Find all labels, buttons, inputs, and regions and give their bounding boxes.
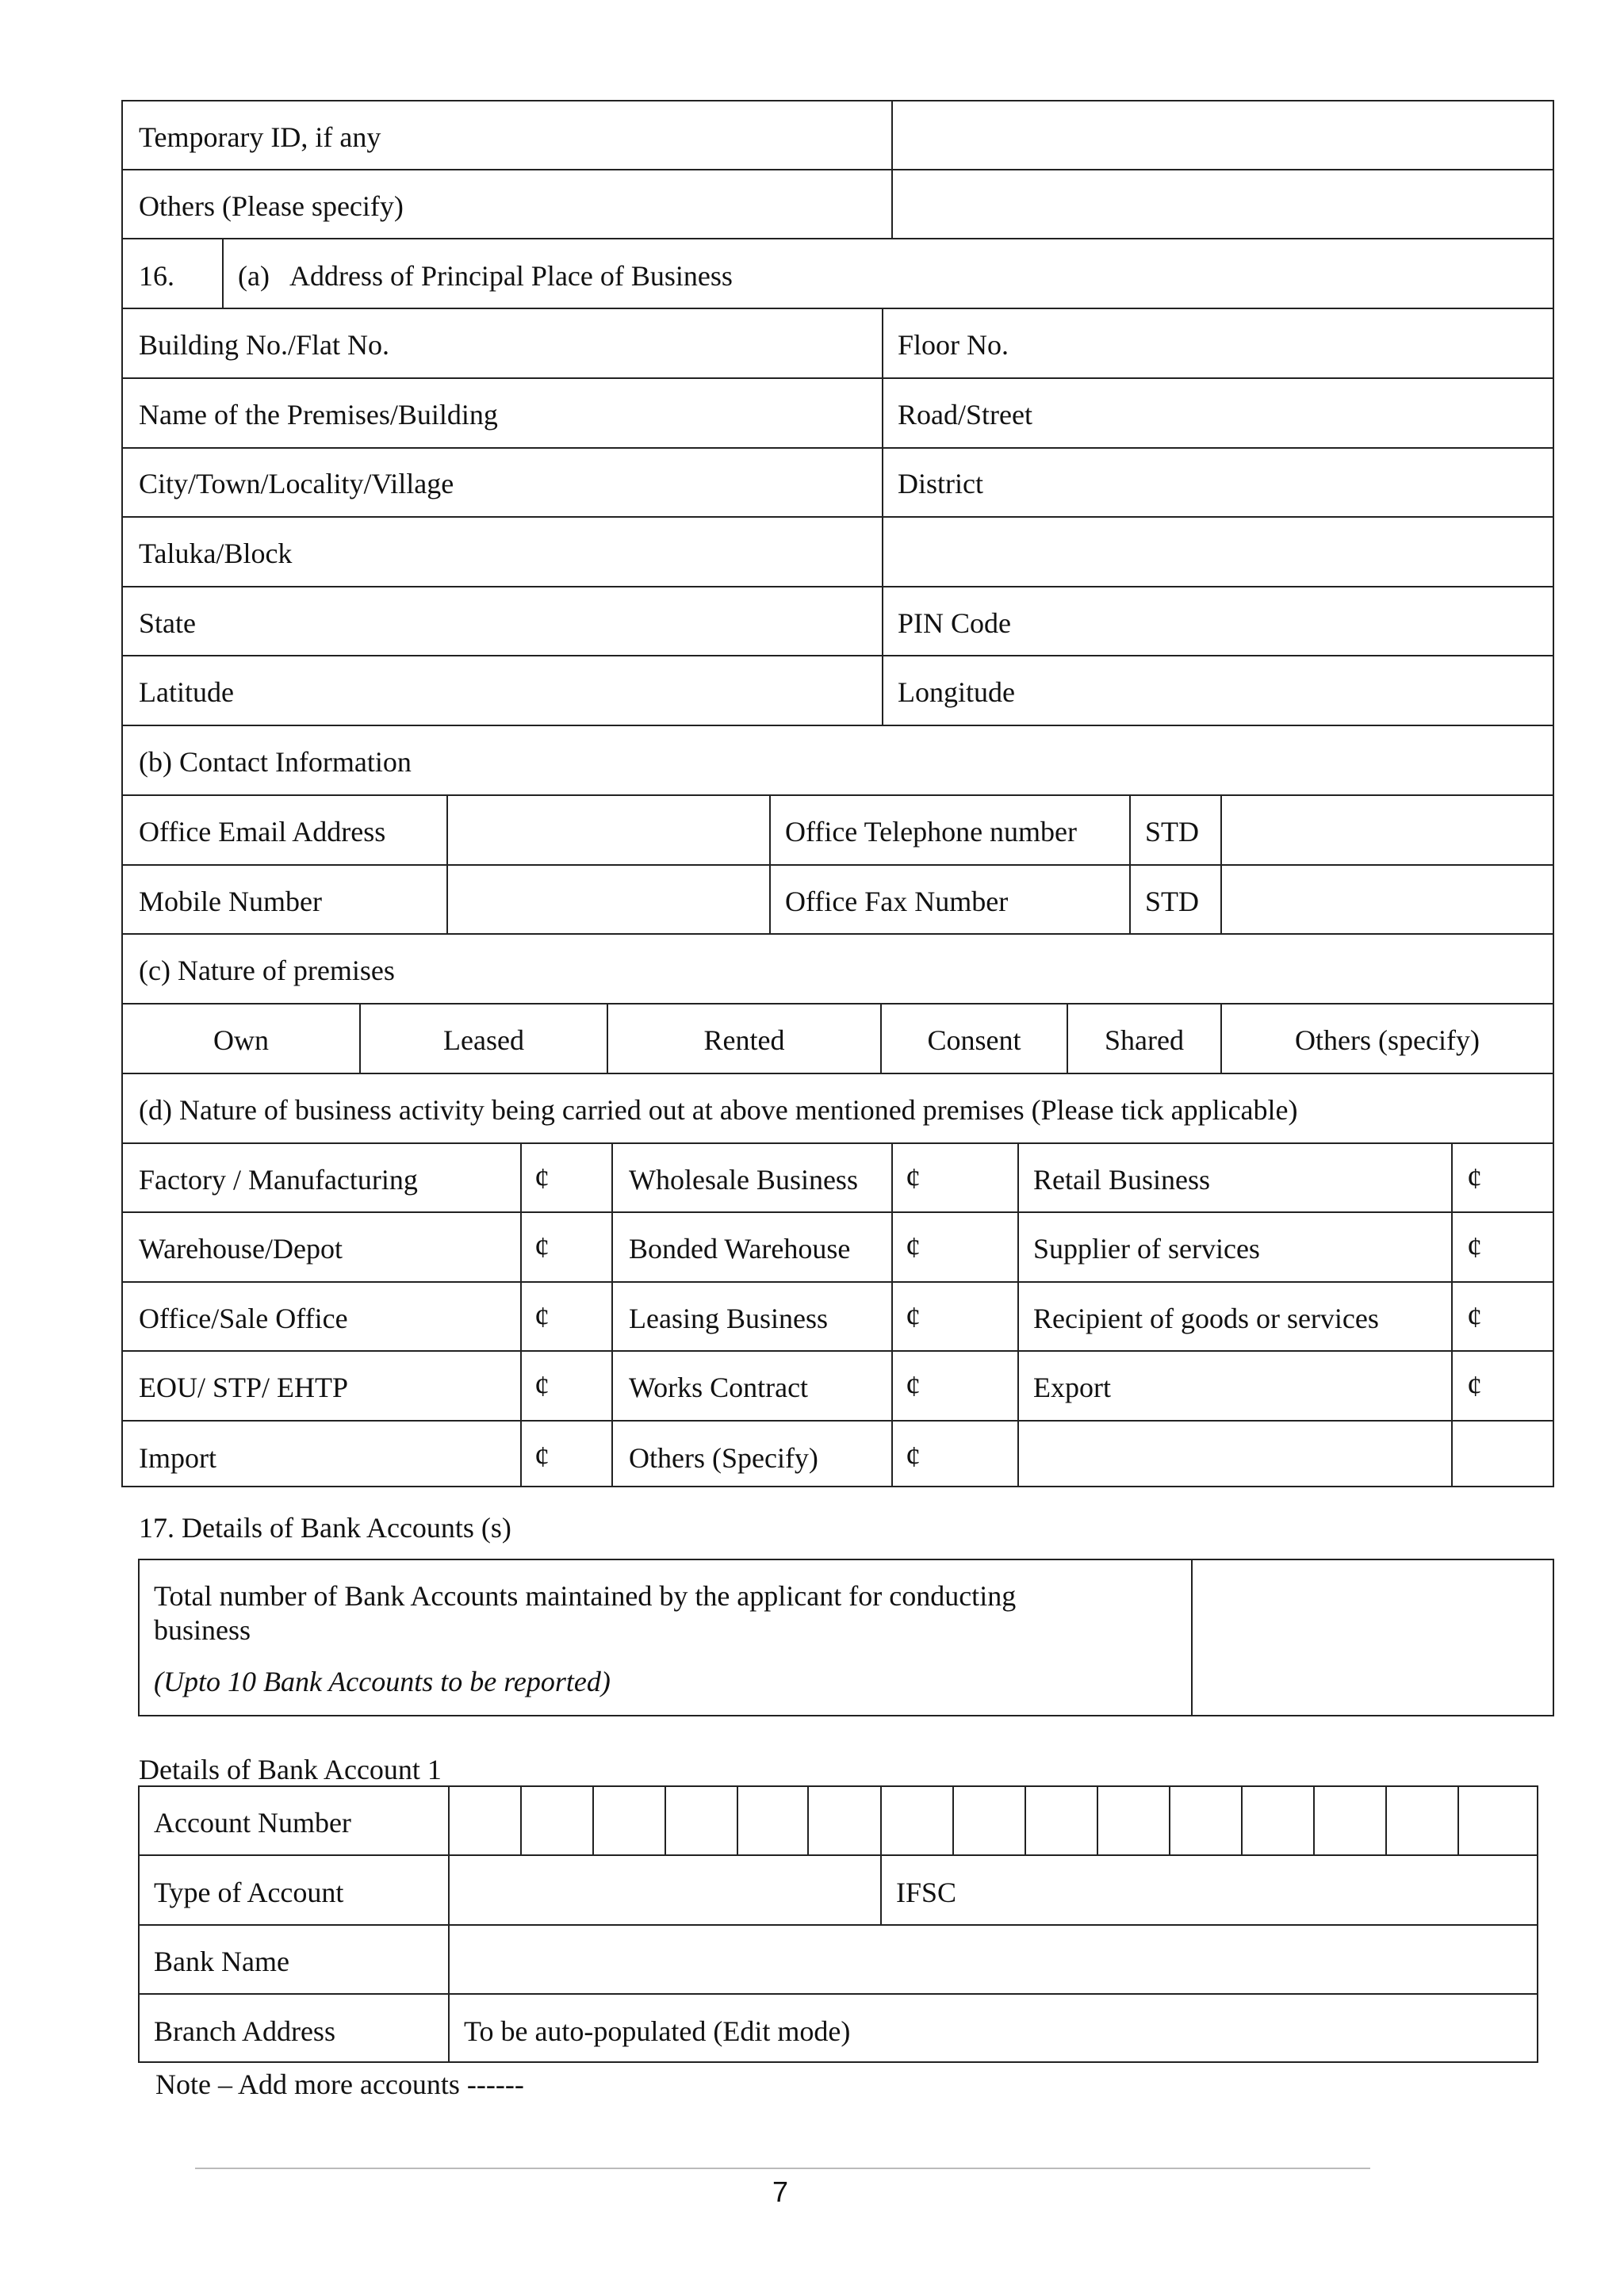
building-no-label: Building No./Flat No. [139,329,390,361]
activity-factory: Factory / Manufacturing [139,1164,418,1196]
footer-rule [195,2168,1370,2169]
section-16-number: 16. [139,260,174,292]
row-divider [121,238,1554,239]
activity-supplier-services: Supplier of services [1033,1233,1260,1265]
digit-cell-divider [1385,1785,1387,1856]
activity-warehouse: Warehouse/Depot [139,1233,343,1265]
digit-cell-divider [1313,1785,1315,1856]
activity-retail: Retail Business [1033,1164,1210,1196]
road-street-label: Road/Street [898,399,1032,430]
digit-cell-divider [807,1785,809,1856]
activity-eou-checkbox[interactable]: ¢ [534,1370,550,1403]
col-divider [448,1785,450,2063]
row-divider [121,377,1554,379]
bank-account-1-heading: Details of Bank Account 1 [139,1754,442,1785]
bank-name-label: Bank Name [154,1946,289,1977]
activity-leasing-checkbox[interactable]: ¢ [906,1301,921,1334]
premises-option-rented: Rented [703,1024,785,1056]
district-label: District [898,468,983,499]
row-divider [121,864,1554,866]
row-divider [121,169,1554,170]
row-divider [121,586,1554,587]
floor-no-label: Floor No. [898,329,1009,361]
col-divider [611,1142,613,1487]
col-divider [1017,1142,1019,1487]
temporary-id-label: Temporary ID, if any [139,121,381,153]
digit-cell-divider [665,1785,666,1856]
account-number-label: Account Number [154,1807,351,1839]
row-divider [121,516,1554,518]
digit-cell-divider [880,1785,882,1856]
col-divider [891,100,893,239]
activity-recipient-checkbox[interactable]: ¢ [1467,1301,1482,1334]
pin-code-label: PIN Code [898,607,1011,639]
branch-address-value: To be auto-populated (Edit mode) [464,2015,851,2047]
std-label: STD [1145,886,1200,917]
row-divider [121,1281,1554,1283]
digit-cell-divider [1241,1785,1243,1856]
digit-cell-divider [737,1785,738,1856]
premises-option-consent: Consent [927,1024,1021,1056]
row-divider [121,1350,1554,1352]
row-divider [138,1993,1538,1995]
latitude-label: Latitude [139,676,234,708]
bank-total-label-cont: business [154,1614,251,1646]
others-specify-label: Others (Please specify) [139,190,404,222]
row-divider [121,1003,1554,1004]
row-divider [121,1211,1554,1213]
col-divider [222,238,224,308]
row-divider [121,1142,1554,1144]
activity-office-checkbox[interactable]: ¢ [534,1301,550,1334]
col-divider [880,1854,882,1926]
col-divider [882,308,883,726]
section-16-title: (a) Address of Principal Place of Business [238,260,733,292]
longitude-label: Longitude [898,676,1015,708]
row-divider [121,1420,1554,1422]
activity-leasing: Leasing Business [629,1303,828,1334]
row-divider [121,725,1554,726]
activity-office: Office/Sale Office [139,1303,348,1334]
activity-factory-checkbox[interactable]: ¢ [534,1162,550,1196]
digit-cell-divider [1457,1785,1459,1856]
row-divider [138,1924,1538,1926]
activity-wholesale-checkbox[interactable]: ¢ [906,1162,921,1196]
activity-warehouse-checkbox[interactable]: ¢ [534,1231,550,1265]
activity-import-checkbox[interactable]: ¢ [534,1441,550,1474]
office-fax-label: Office Fax Number [785,886,1009,917]
activity-retail-checkbox[interactable]: ¢ [1467,1162,1482,1196]
row-divider [121,794,1554,796]
digit-cell-divider [952,1785,954,1856]
col-divider [520,1142,522,1487]
premises-option-own: Own [213,1024,269,1056]
col-divider [1129,794,1131,935]
section-17-title: 17. Details of Bank Accounts (s) [139,1512,511,1544]
digit-cell-divider [1169,1785,1170,1856]
premises-name-label: Name of the Premises/Building [139,399,498,430]
digit-cell-divider [1097,1785,1098,1856]
business-activity-heading: (d) Nature of business activity being carried out at above mentioned premises (Please tick applicable) [139,1094,1298,1126]
activity-bonded-warehouse-checkbox[interactable]: ¢ [906,1231,921,1265]
contact-info-heading: (b) Contact Information [139,746,412,778]
taluka-label: Taluka/Block [139,538,293,569]
branch-address-label: Branch Address [154,2015,335,2047]
row-divider [121,447,1554,449]
mobile-number-label: Mobile Number [139,886,322,917]
col-divider [446,794,448,935]
bank-total-note: (Upto 10 Bank Accounts to be reported) [154,1666,611,1697]
office-email-label: Office Email Address [139,816,386,848]
bank-total-label: Total number of Bank Accounts maintained by the applicant for conducting [154,1580,1017,1612]
type-of-account-label: Type of Account [154,1877,344,1908]
activity-bonded-warehouse: Bonded Warehouse [629,1233,851,1265]
row-divider [121,1073,1554,1074]
row-divider [121,308,1554,309]
office-telephone-label: Office Telephone number [785,816,1078,848]
activity-import: Import [139,1442,216,1474]
add-more-accounts-note: Note – Add more accounts ------ [155,2068,524,2100]
col-divider [1220,794,1222,935]
col-divider [1451,1142,1453,1487]
ifsc-label: IFSC [896,1877,957,1908]
nature-of-premises-heading: (c) Nature of premises [139,955,395,986]
std-label: STD [1145,816,1200,848]
col-divider [1191,1559,1193,1716]
activity-others-checkbox[interactable]: ¢ [906,1441,921,1474]
premises-option-shared: Shared [1105,1024,1184,1056]
activity-works-contract: Works Contract [629,1372,809,1403]
digit-cell-divider [520,1785,522,1856]
activity-wholesale: Wholesale Business [629,1164,858,1196]
activity-recipient: Recipient of goods or services [1033,1303,1379,1334]
activity-supplier-services-checkbox[interactable]: ¢ [1467,1231,1482,1265]
activity-export-checkbox[interactable]: ¢ [1467,1370,1482,1403]
premises-option-others: Others (specify) [1295,1024,1480,1056]
state-label: State [139,607,196,639]
activity-works-contract-checkbox[interactable]: ¢ [906,1370,921,1403]
activity-others: Others (Specify) [629,1442,818,1474]
city-label: City/Town/Locality/Village [139,468,454,499]
col-divider [891,1142,893,1487]
row-divider [121,655,1554,656]
activity-export: Export [1033,1372,1111,1403]
activity-eou: EOU/ STP/ EHTP [139,1372,349,1403]
premises-option-leased: Leased [443,1024,524,1056]
page-number: 7 [772,2175,789,2208]
row-divider [121,933,1554,935]
digit-cell-divider [592,1785,594,1856]
col-divider [769,794,771,935]
row-divider [138,1854,1538,1856]
digit-cell-divider [1025,1785,1026,1856]
